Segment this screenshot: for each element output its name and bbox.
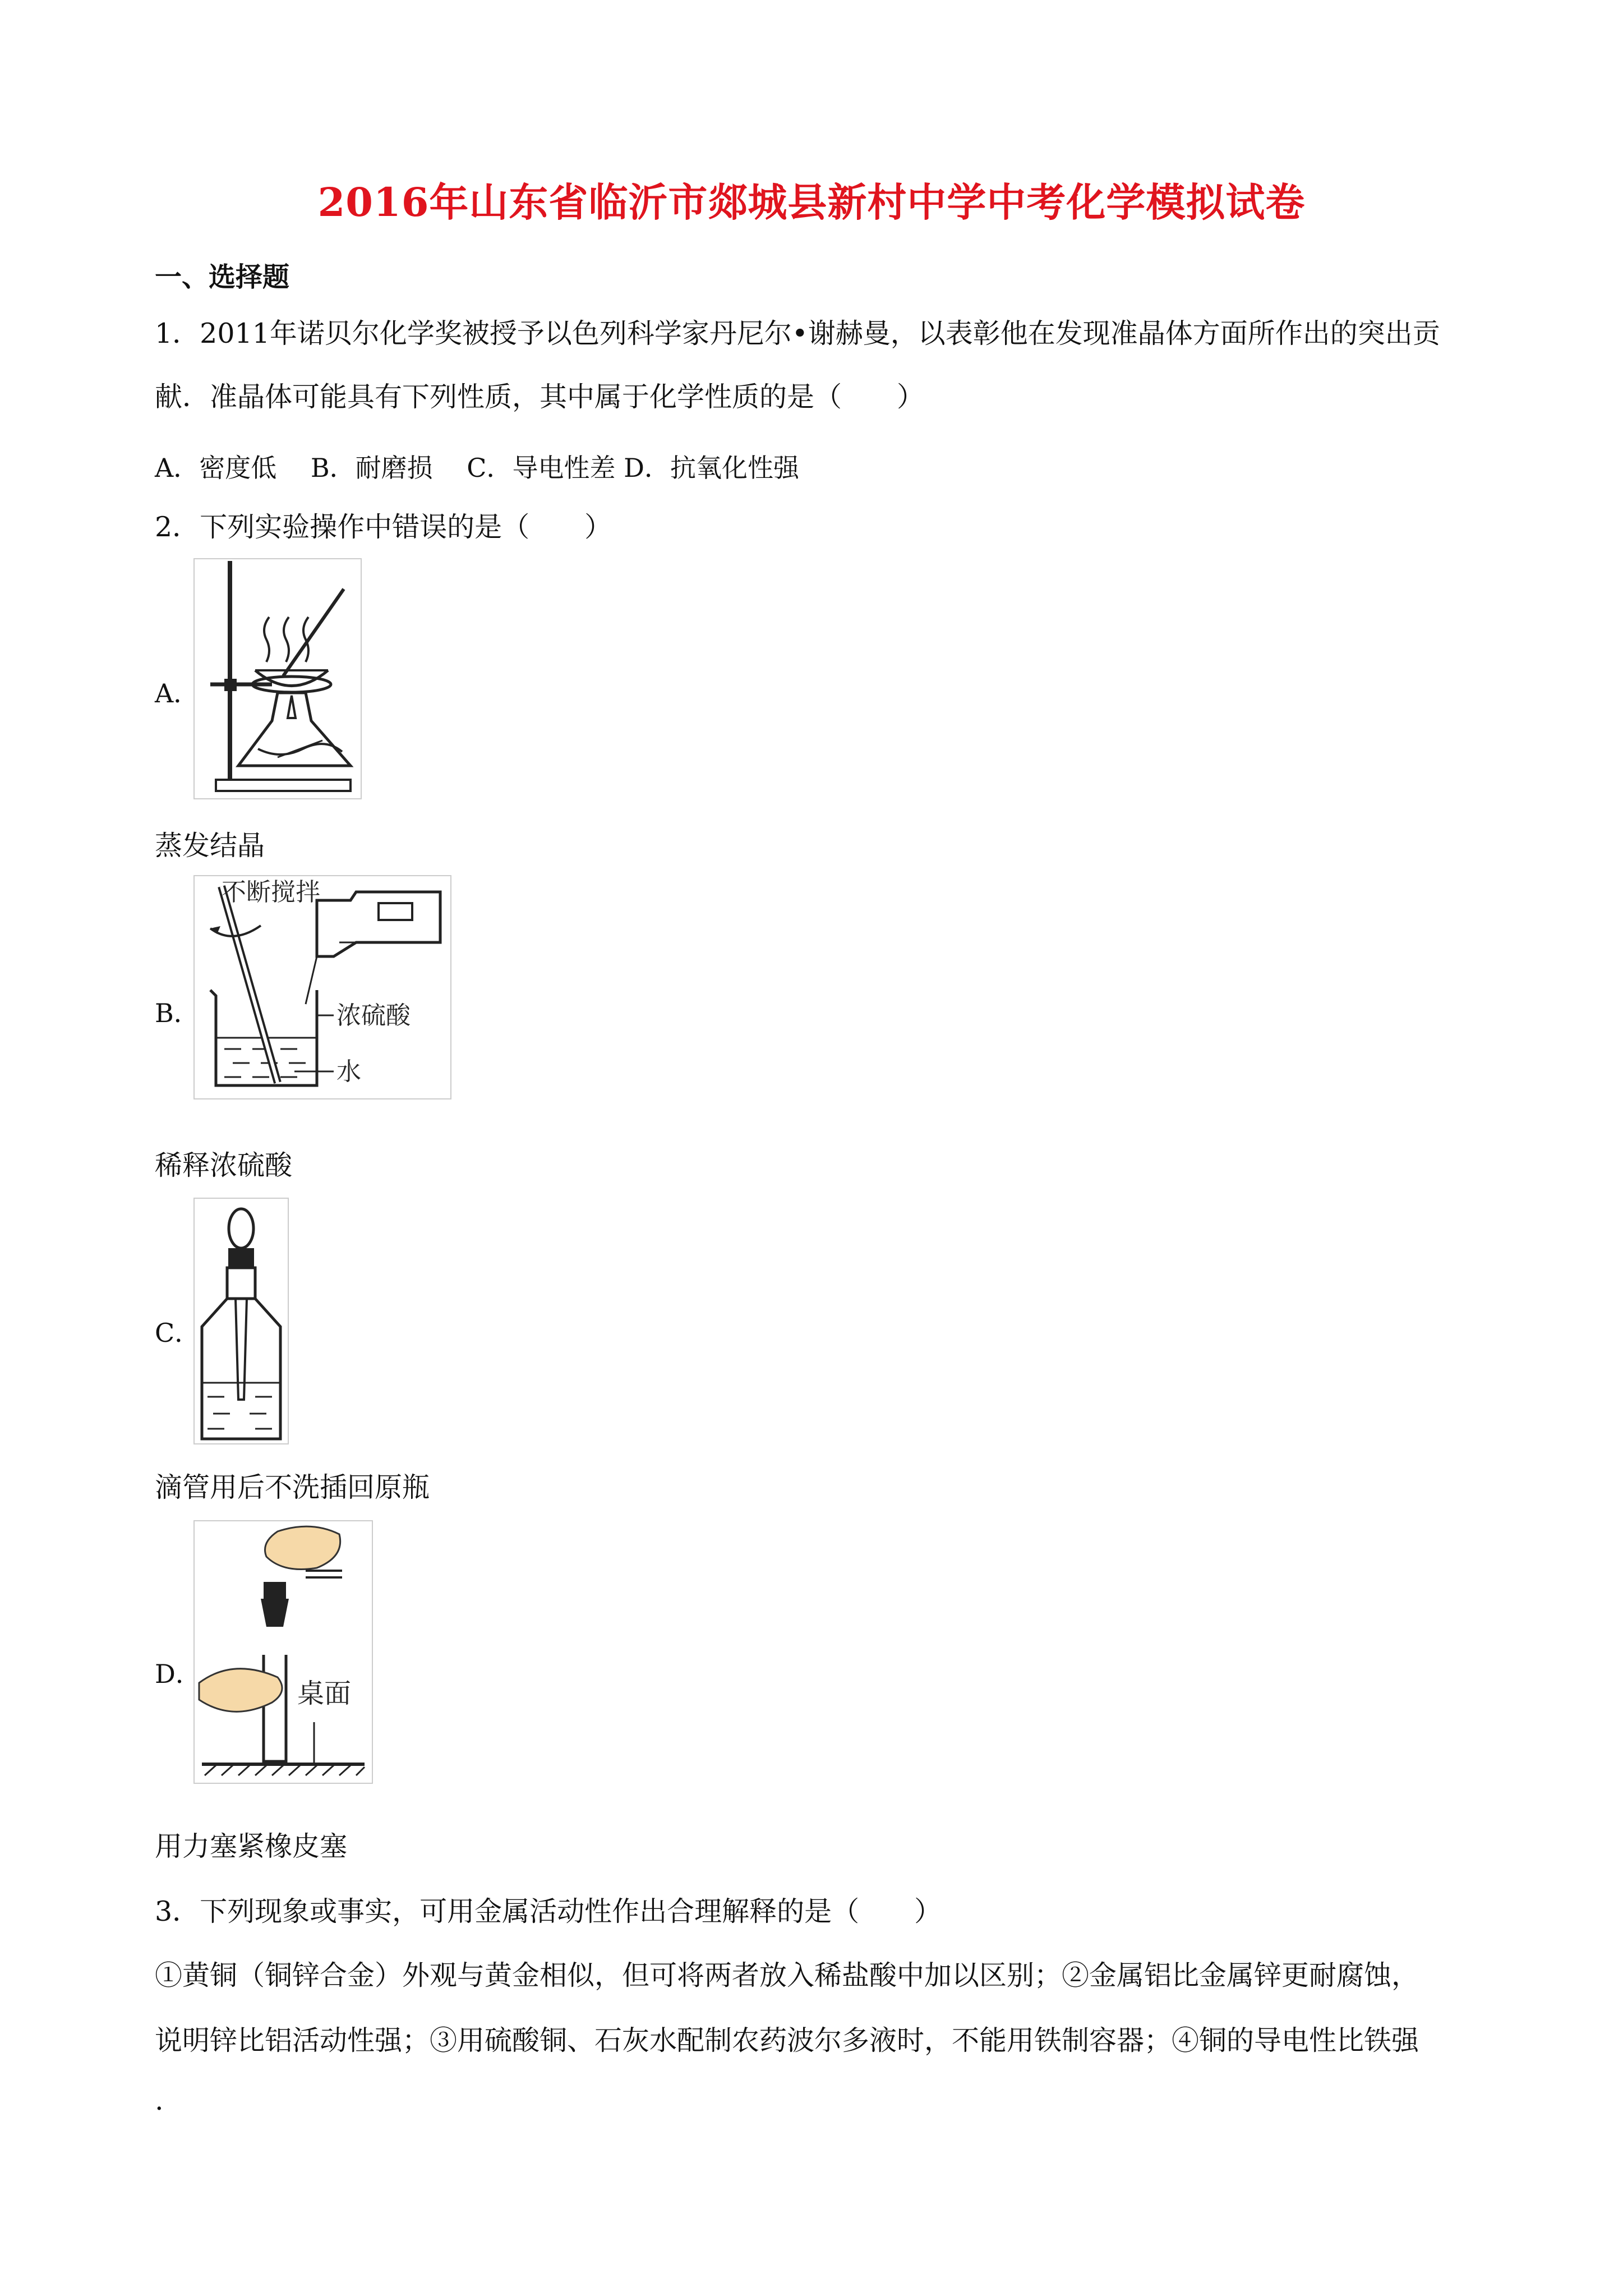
dropper-bottle-figure <box>193 1198 289 1444</box>
q2-option-d-label: D． <box>155 1659 201 1689</box>
dilution-apparatus-figure <box>193 875 451 1099</box>
q2-option-d-caption: 用力塞紧橡皮塞 <box>155 1830 348 1862</box>
q2-option-c-label: C． <box>155 1318 201 1348</box>
b-fig-label-acid: 浓硫酸 <box>336 1002 411 1029</box>
b-fig-label-stir: 不断搅拌 <box>222 878 320 906</box>
q2-option-a-caption: 蒸发结晶 <box>155 830 265 862</box>
q1-options: A．密度低 B．耐磨损 C．导电性差 D．抗氧化性强 <box>155 453 799 483</box>
test-tube-stopper-figure <box>193 1520 373 1784</box>
section-heading: 一、选择题 <box>155 261 290 293</box>
q2-option-c-caption: 滴管用后不洗插回原瓶 <box>155 1471 430 1503</box>
page-title: 2016年山东省临沂市郯城县新村中学中考化学模拟试卷 <box>317 179 1306 226</box>
q3-stem: 3．下列现象或事实，可用金属活动性作出合理解释的是（ ） <box>155 1895 942 1927</box>
q3-line1: ①黄铜（铜锌合金）外观与黄金相似，但可将两者放入稀盐酸中加以区别；②金属铝比金属锌更耐腐蚀， <box>155 1959 1419 1991</box>
b-fig-label-water: 水 <box>336 1058 361 1085</box>
q2-option-b-label: B． <box>155 998 200 1028</box>
q1-line2: 献．准晶体可能具有下列性质，其中属于化学性质的是（ ） <box>155 381 925 413</box>
q2-option-a-label: A． <box>155 678 200 708</box>
q2-stem: 2．下列实验操作中错误的是（ ） <box>155 511 612 543</box>
q2-option-b-caption: 稀释浓硫酸 <box>155 1149 293 1181</box>
evaporation-apparatus-figure <box>193 558 362 799</box>
q1-line1: 1．2011年诺贝尔化学奖被授予以色列科学家丹尼尔•谢赫曼，以表彰他在发现准晶体方面所作出的突出贡 <box>155 318 1440 349</box>
q3-line2: 说明锌比铝活动性强；③用硫酸铜、石灰水配制农药波尔多液时，不能用铁制容器；④铜的导电性比铁强 <box>155 2024 1419 2056</box>
q3-line3: . <box>155 2085 164 2116</box>
d-fig-label-table: 桌面 <box>297 1679 352 1709</box>
